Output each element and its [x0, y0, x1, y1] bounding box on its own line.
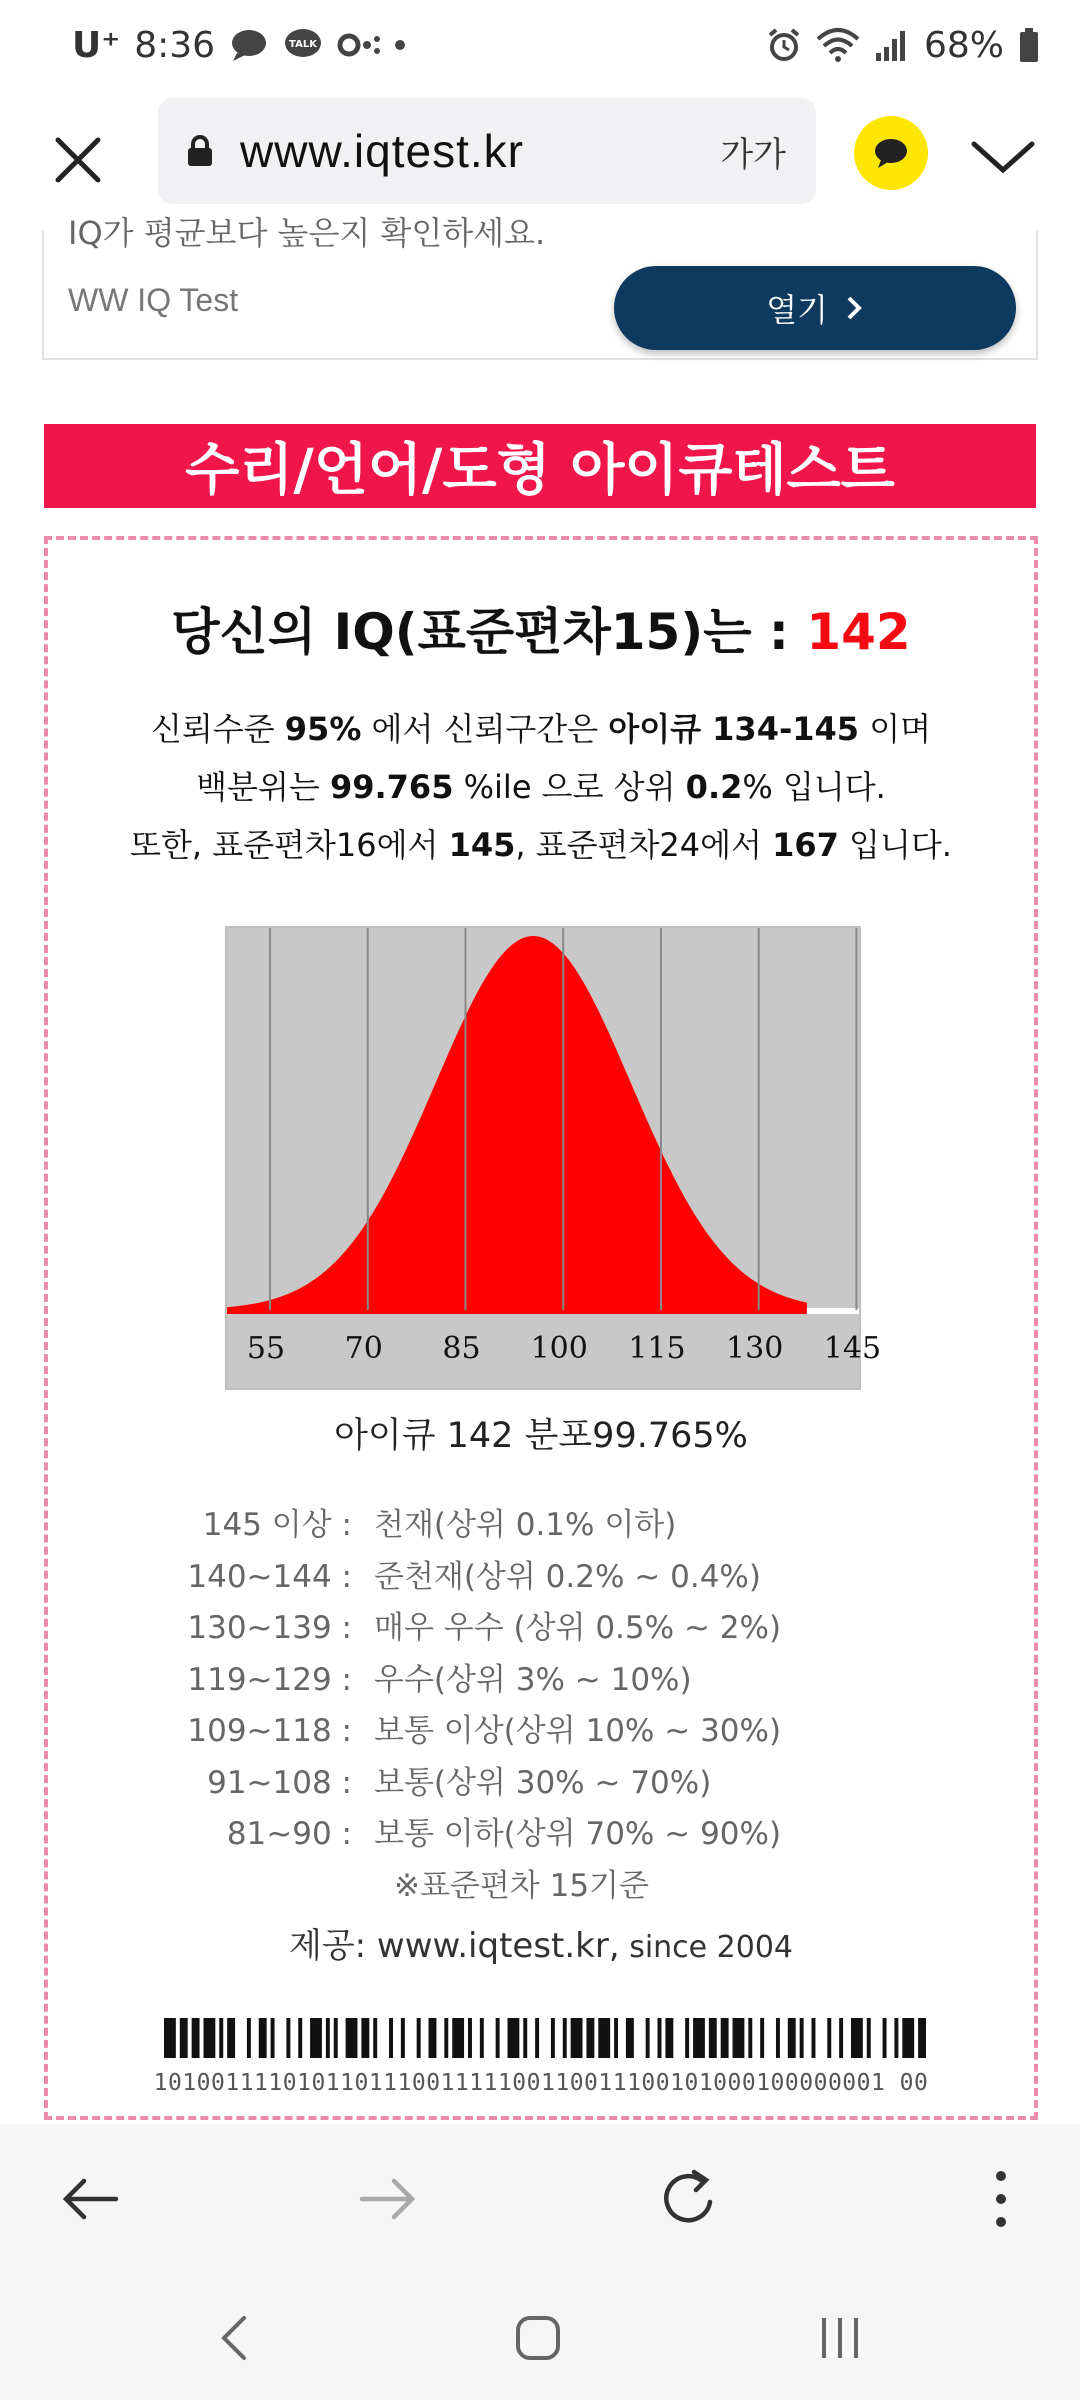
- barcode-bar: [219, 2018, 223, 2058]
- info-text: 에서 신뢰구간은: [361, 710, 609, 748]
- barcode-bar: [685, 2018, 689, 2058]
- barcode-bar: [203, 2018, 215, 2058]
- barcode-bar: [259, 2018, 267, 2058]
- barcode-bar: [468, 2018, 472, 2058]
- recent-apps-icon[interactable]: [812, 2310, 868, 2366]
- result-title: [48, 592, 1034, 664]
- back-arrow-icon[interactable]: [56, 2164, 126, 2234]
- barcode-bar: [776, 2018, 780, 2058]
- scale-row: [48, 1809, 1034, 1861]
- barcode-bar: [429, 2018, 437, 2058]
- ad-text: IQ가 평균보다 높은지 확인하세요.: [68, 214, 546, 252]
- bell-curve-svg: [227, 928, 882, 1388]
- system-back-icon[interactable]: [208, 2310, 264, 2366]
- ad-brand: WW IQ Test: [68, 282, 239, 318]
- x-tick-label: 70: [344, 1331, 383, 1366]
- percentile: 99.765: [329, 768, 454, 806]
- barcode-bar: [788, 2018, 796, 2058]
- alarm-icon: [766, 27, 802, 63]
- scale-desc: 매우 우수 (상위 0.5% ~ 2%): [374, 1610, 782, 1646]
- barcode: [164, 2018, 926, 2058]
- scale-range: 130~139 :: [187, 1610, 352, 1646]
- barcode-bar: [748, 2018, 752, 2058]
- info-line-3: [48, 816, 1034, 874]
- confidence-level: 95%: [284, 710, 362, 748]
- barcode-bar: [480, 2018, 484, 2058]
- iq-scale-list: [48, 1500, 1034, 1912]
- browser-nav-bar: [0, 2124, 1080, 2274]
- x-tick-label: 130: [726, 1331, 784, 1366]
- barcode-bar: [180, 2018, 188, 2058]
- ad-banner[interactable]: [42, 214, 1038, 360]
- dot-icon: [395, 40, 405, 50]
- barcode-bar: [658, 2018, 662, 2058]
- wifi-icon: [816, 27, 860, 63]
- barcode-bar: [571, 2018, 583, 2058]
- text-size-button[interactable]: 가가: [720, 134, 786, 175]
- x-tick-label: 55: [246, 1331, 286, 1366]
- ad-open-label: 열기: [766, 291, 828, 329]
- x-tick-label: 85: [442, 1331, 481, 1366]
- barcode-bar: [551, 2018, 555, 2058]
- barcode-bar: [709, 2018, 717, 2058]
- scale-range: 119~129 :: [187, 1661, 352, 1698]
- barcode-bar: [417, 2018, 421, 2058]
- chart-caption: 아이큐 142 분포99.765%: [334, 1416, 748, 1456]
- barcode-bar: [227, 2018, 235, 2058]
- chat-bubble-icon: [229, 27, 269, 63]
- scale-range: 81~90 :: [226, 1816, 352, 1852]
- scale-row: [48, 1552, 1034, 1604]
- barcode-bar: [733, 2018, 745, 2058]
- info-text: 또한, 표준편차16에서: [130, 826, 449, 864]
- ad-open-button[interactable]: [614, 266, 1016, 350]
- barcode-bar: [507, 2018, 519, 2058]
- confidence-interval: 아이큐 134-145: [608, 710, 860, 748]
- barcode-bar: [693, 2018, 705, 2058]
- battery-percent: 68%: [923, 24, 1004, 66]
- info-line-1: [48, 700, 1034, 758]
- barcode-bar: [665, 2018, 673, 2058]
- scale-row: [48, 1758, 1034, 1810]
- more-vert-icon[interactable]: [966, 2164, 1036, 2234]
- barcode-bar: [800, 2018, 804, 2058]
- barcode-bar: [247, 2018, 251, 2058]
- barcode-bar: [192, 2018, 200, 2058]
- x-tick-label: 115: [628, 1331, 686, 1366]
- scale-row: [48, 1706, 1034, 1758]
- scale-range: 140~144 :: [187, 1558, 352, 1595]
- barcode-bar: [361, 2018, 369, 2058]
- signal-icon: [874, 27, 910, 63]
- barcode-bar: [614, 2018, 618, 2058]
- distribution-chart: [225, 926, 882, 1390]
- barcode-bar: [523, 2018, 527, 2058]
- scale-range: 145 이상 :: [202, 1507, 352, 1543]
- top-percent: 0.2: [685, 768, 743, 806]
- scale-range: 109~118 :: [187, 1713, 352, 1749]
- barcode-bar: [373, 2018, 377, 2058]
- barcode-bar: [626, 2018, 634, 2058]
- system-nav-bar: [0, 2274, 1080, 2400]
- barcode-bar: [452, 2018, 464, 2058]
- home-icon[interactable]: [510, 2310, 566, 2366]
- scale-desc: 천재(상위 0.1% 이하): [374, 1507, 677, 1543]
- url-text: www.iqtest.kr: [240, 125, 524, 177]
- barcode-bar: [535, 2018, 539, 2058]
- barcode-bar: [271, 2018, 275, 2058]
- barcode-bar: [851, 2018, 863, 2058]
- barcode-bar: [298, 2018, 302, 2058]
- scale-desc: 준천재(상위 0.2% ~ 0.4%): [374, 1558, 761, 1595]
- barcode-bar: [496, 2018, 500, 2058]
- kakao-share-button[interactable]: [854, 116, 928, 190]
- link-icon: [337, 30, 381, 60]
- info-text: 백분위는: [196, 768, 330, 806]
- kakaotalk-icon: [283, 27, 323, 63]
- scale-row: [48, 1655, 1034, 1707]
- scale-desc: 우수(상위 3% ~ 10%): [374, 1661, 692, 1698]
- result-info: [48, 700, 1034, 874]
- info-line-2: [48, 758, 1034, 816]
- lock-icon: [186, 134, 214, 168]
- scale-desc: 보통 이하(상위 70% ~ 90%): [374, 1816, 782, 1852]
- scale-desc: 보통(상위 30% ~ 70%): [374, 1764, 712, 1801]
- barcode-bar: [286, 2018, 290, 2058]
- clock: 8:36: [134, 24, 216, 66]
- barcode-bar: [444, 2018, 448, 2058]
- barcode-bar: [586, 2018, 594, 2058]
- barcode-bar: [346, 2018, 358, 2058]
- unshaded-baseline: [807, 1308, 859, 1314]
- barcode-bar: [563, 2018, 567, 2058]
- info-text: 신뢰수준: [150, 710, 285, 748]
- barcode-bar: [334, 2018, 338, 2058]
- battery-icon: [1018, 27, 1040, 63]
- barcode-bar: [760, 2018, 764, 2058]
- x-tick-label: 145: [823, 1331, 882, 1366]
- sd16-score: 145: [448, 826, 516, 864]
- x-tick-label: 100: [530, 1331, 588, 1366]
- barcode-bar: [883, 2018, 887, 2058]
- scale-row: [48, 1500, 1034, 1552]
- result-title-prefix: 당신의 IQ(표준편차15)는 :: [171, 603, 807, 661]
- close-icon[interactable]: [44, 126, 112, 194]
- barcode-bar: [310, 2018, 322, 2058]
- barcode-bar: [827, 2018, 831, 2058]
- shaded-baseline: [227, 1308, 807, 1314]
- barcode-bar: [164, 2018, 176, 2058]
- carrier-label: U⁺: [72, 24, 121, 66]
- barcode-bar: [598, 2018, 610, 2058]
- scale-range: 91~108 :: [207, 1764, 352, 1801]
- scale-note: ※표준편차 15기준: [394, 1867, 649, 1904]
- barcode-bar: [812, 2018, 816, 2058]
- result-box: [44, 536, 1038, 2120]
- scale-row: [48, 1603, 1034, 1655]
- info-text: % 입니다.: [742, 768, 886, 806]
- barcode-bar: [401, 2018, 405, 2058]
- iq-score: 142: [806, 603, 911, 661]
- barcode-digits: 101001111010110111001111100110011100101000100000001 00: [153, 2070, 929, 2096]
- chat-bubble-icon: [871, 135, 911, 171]
- info-text: 이며: [859, 710, 932, 748]
- info-text: 입니다.: [838, 826, 952, 864]
- scale-desc: 보통 이상(상위 10% ~ 30%): [374, 1713, 782, 1749]
- refresh-icon[interactable]: [654, 2164, 724, 2234]
- svg-text:TALK: TALK: [289, 39, 318, 50]
- barcode-bar: [646, 2018, 650, 2058]
- status-bar: [0, 0, 1080, 90]
- barcode-bar: [902, 2018, 914, 2058]
- barcode-bar: [867, 2018, 871, 2058]
- barcode-bar: [326, 2018, 330, 2058]
- chevron-right-icon: [844, 294, 864, 322]
- address-bar[interactable]: [158, 98, 816, 204]
- barcode-bar: [918, 2018, 926, 2058]
- provider-since: since 2004: [619, 1930, 794, 1965]
- page-title: 수리/언어/도형 아이큐테스트: [44, 424, 1036, 508]
- info-text: %ile 으로 상위: [453, 768, 686, 806]
- barcode-bar: [894, 2018, 898, 2058]
- provider-line: [48, 1918, 1034, 1967]
- barcode-bar: [721, 2018, 729, 2058]
- sd24-score: 167: [772, 826, 839, 864]
- provider-text: 제공: www.iqtest.kr,: [288, 1926, 620, 1966]
- forward-arrow-icon[interactable]: [352, 2164, 422, 2234]
- info-text: , 표준편차24에서: [515, 826, 773, 864]
- barcode-bar: [389, 2018, 393, 2058]
- chevron-down-icon[interactable]: [968, 126, 1038, 186]
- barcode-bar: [839, 2018, 843, 2058]
